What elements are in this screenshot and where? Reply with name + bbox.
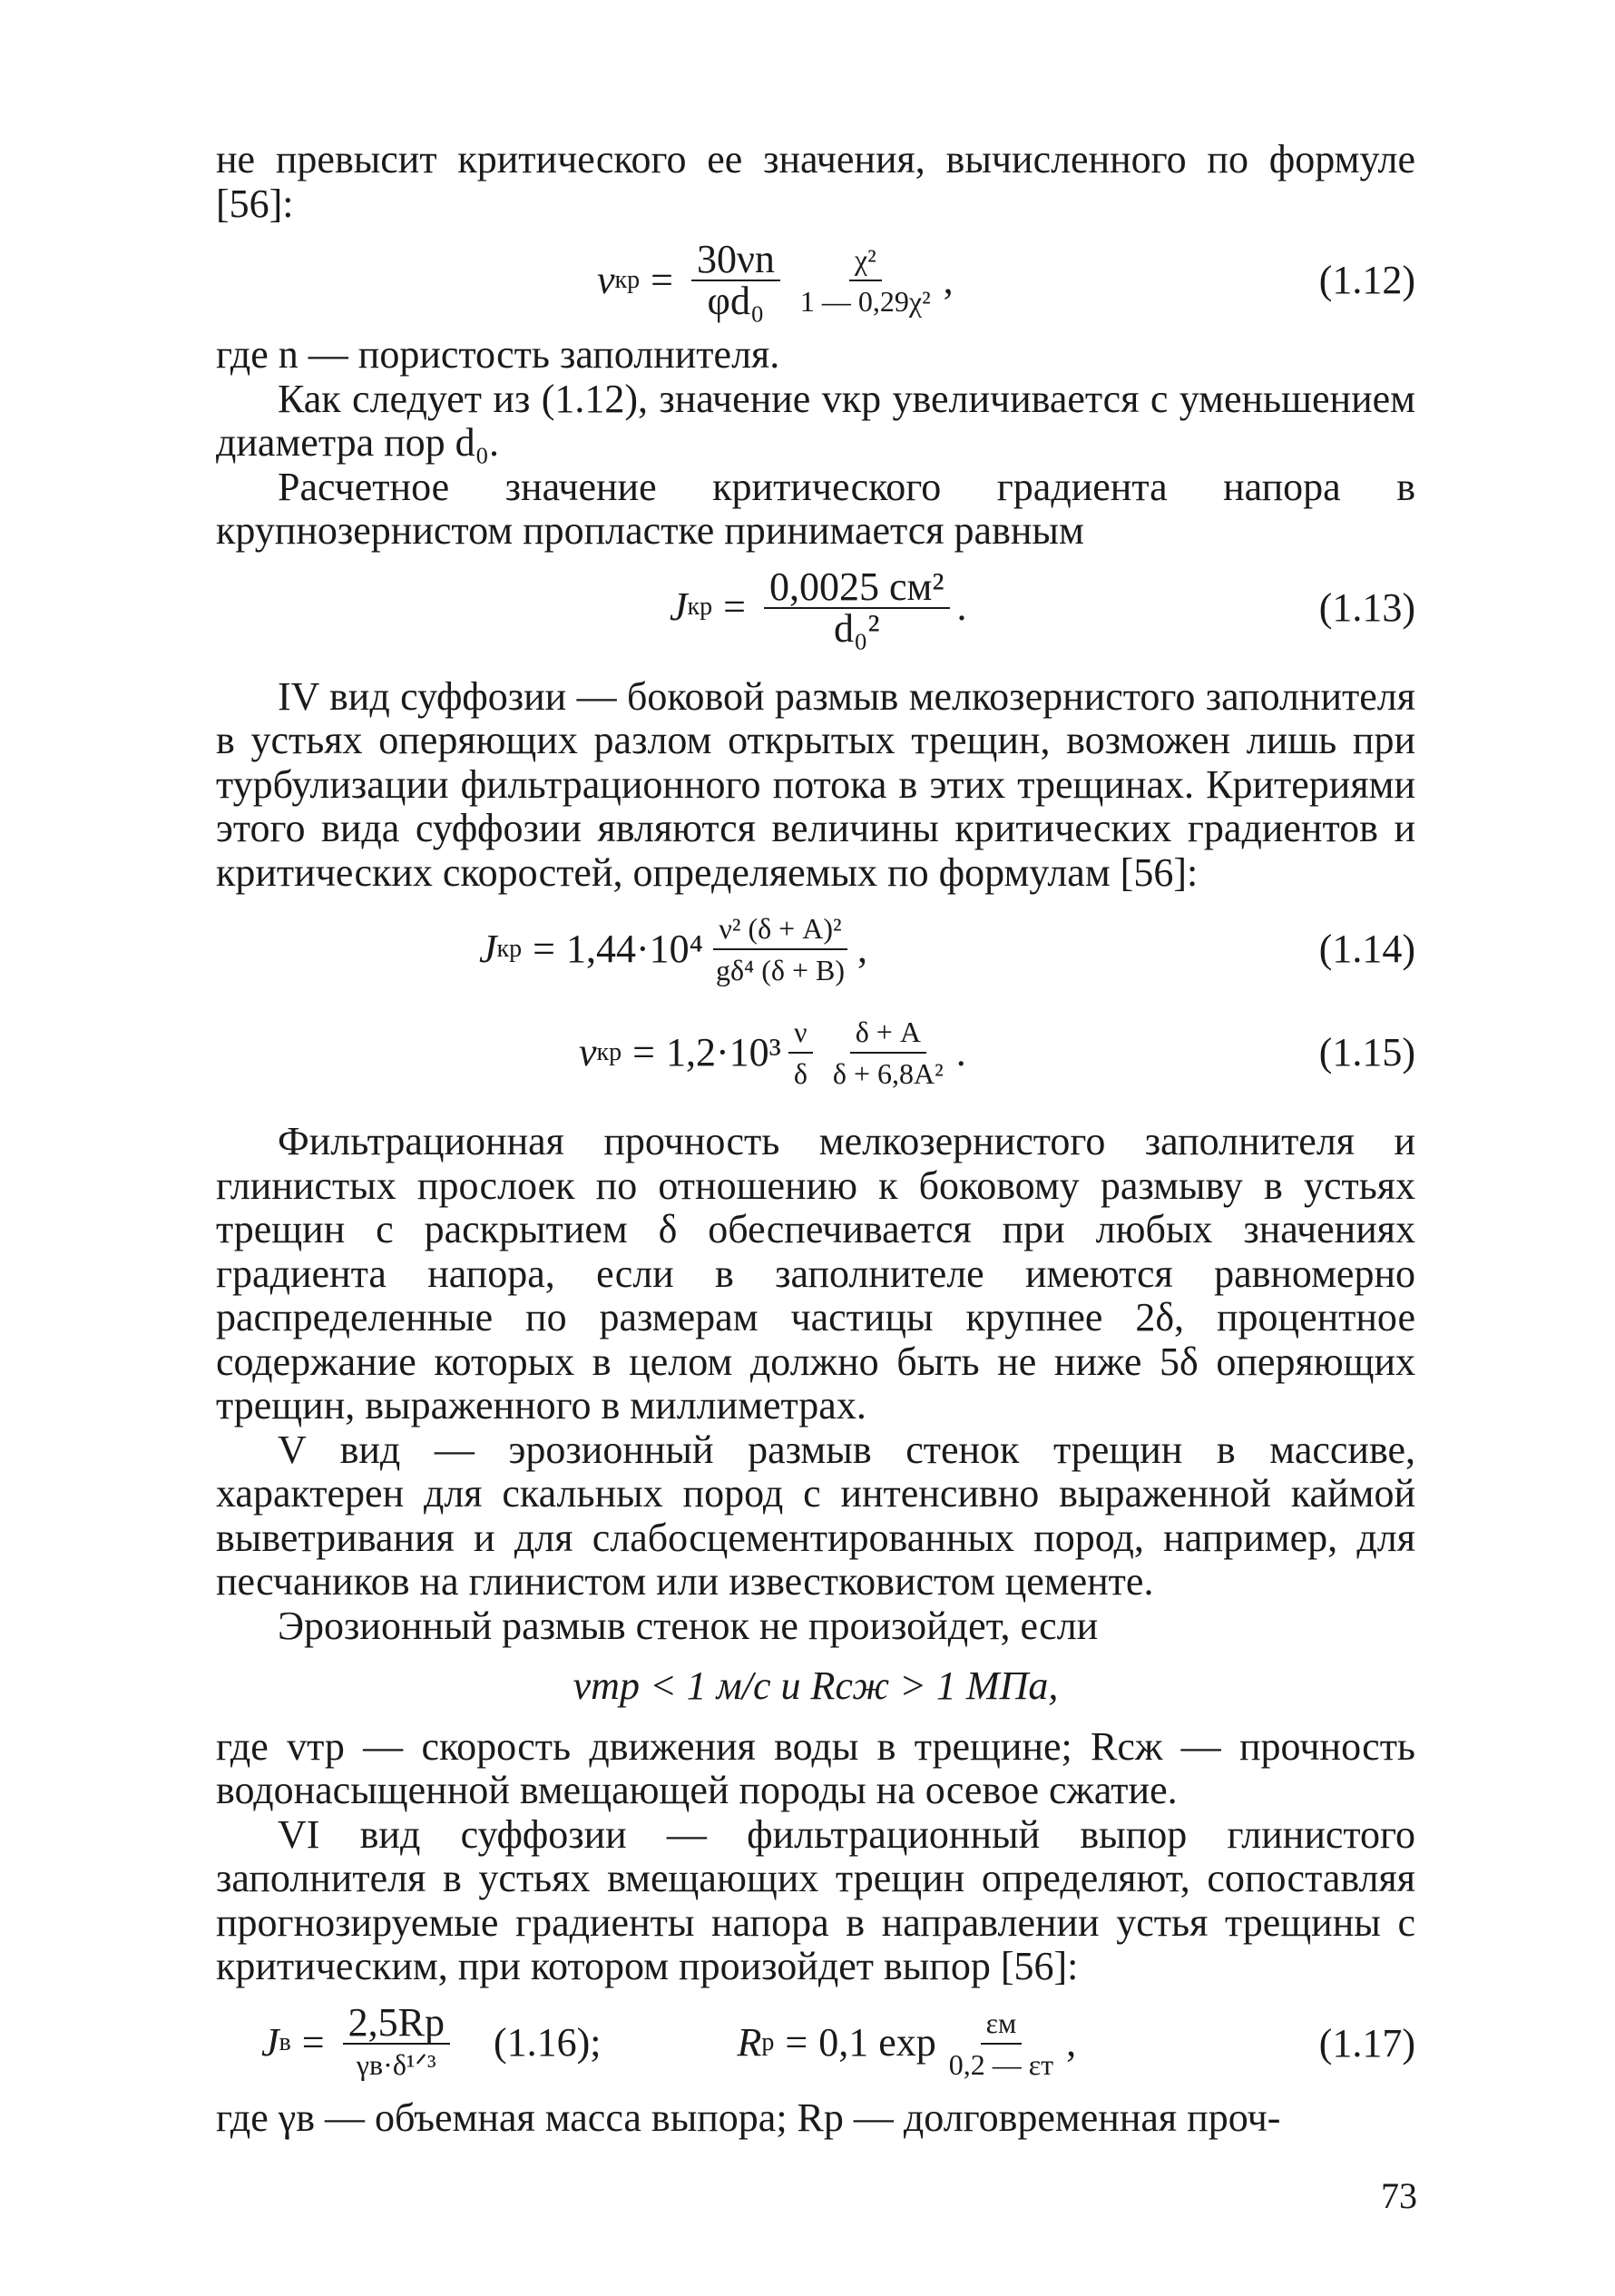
equation-1-14: J кр = 1,44·10⁴ $\frac{\text{ν² (δ + A)²}}{\text{gδ⁴ (δ + B)}}$ , (1.14) bbox=[216, 900, 1415, 998]
fraction: $\frac{2,5Rp}{\text{γв·δ¹ᐟ³}}$ bbox=[343, 2003, 450, 2085]
page-number: 73 bbox=[1381, 2175, 1417, 2216]
equation-number: (1.15) bbox=[1318, 1029, 1415, 1074]
equation-1-13: J кр = $\frac{\text{0,0025 см²}}{\text{d₀²}}$ . (1.13) bbox=[670, 564, 1415, 651]
fraction: $\frac{\varepsilon м}{0,2 — \varepsilon т}$ bbox=[944, 2003, 1059, 2085]
fraction: $\frac{\delta + A}{\text{δ + 6,8A²}}$ bbox=[827, 1012, 949, 1094]
equation-number: (1.13) bbox=[1318, 584, 1415, 630]
paragraph: Эрозионный размыв стенок не произойдет, если bbox=[278, 1603, 1099, 1648]
body-text bbox=[216, 138, 1415, 2140]
paragraph: где n — пористость заполнителя. bbox=[216, 332, 780, 377]
paragraph: где vтр — скорость движения воды в трещине; Rсж — прочность водонасыщенной вмещающей породы на осевое сжатие. bbox=[216, 1723, 1415, 1812]
fraction: $\frac{\text{ν² (δ + A)²}}{\text{gδ⁴ (δ + B)}}$ bbox=[710, 908, 850, 990]
paragraph: не превысит критического ее значения, вычисленного по формуле [56]: bbox=[216, 137, 1415, 226]
equation-1-16-1-17: J в = $\frac{2,5Rp}{\text{γв·δ¹ᐟ³}}$ (1.16); R p = 0,1 exp $\frac{\varepsilon м}{0,2 — \varepsilon т}$ , (1.17) bbox=[216, 1995, 1415, 2093]
fraction: $\frac{30\nu n}{\text{φd₀}}$ bbox=[691, 240, 780, 321]
paragraph: Расчетное значение критического градиента напора в крупнозернистом пропластке принимается равным bbox=[216, 464, 1415, 553]
paragraph: Как следует из (1.12), значение vкр увеличивается с уменьшением диаметра пор d₀. bbox=[216, 376, 1415, 465]
equation-number: (1.17) bbox=[1318, 2020, 1415, 2065]
equation-1-12: v кр = $\frac{30\nu n}{\text{φd₀}}$ $\frac{\text{χ²}}{\text{1 — 0,29χ²}}$ , (1.12) bbox=[597, 237, 1415, 323]
paragraph: где γв — объемная масса выпора; Rp — долговременная проч- bbox=[216, 2095, 1281, 2140]
equation-number: (1.14) bbox=[1318, 926, 1415, 971]
equation-number: (1.16); bbox=[493, 2020, 602, 2065]
fraction: $\frac{\text{0,0025 см²}}{\text{d₀²}}$ bbox=[764, 567, 950, 649]
paragraph: IV вид суффозии — боковой размыв мелкозернистого заполнителя в устьях оперяющих разлом открытых трещин, возможен лишь при турбулизации фильтрационного потока в этих трещинах. Критериями этого вида суффозии являются величины критических градиентов и критических скоростей, определяемых по формулам [56]: bbox=[216, 673, 1415, 895]
paragraph: Фильтрационная прочность мелкозернистого заполнителя и глинистых прослоек по отношению к боковому размыву в устьях трещин с раскрытием δ обеспечивается при любых значениях градиента напора, если в заполнителе имеются равномерно распределенные по размерам частицы крупнее 2δ, процентное содержание которых в целом должно быть не ниже 5δ оперяющих трещин, выраженного в миллиметрах. bbox=[216, 1119, 1415, 1428]
fraction: $\frac{\text{χ²}}{\text{1 — 0,29χ²}}$ bbox=[795, 240, 936, 321]
condition-line: vтр < 1 м/с и Rсж > 1 МПа, bbox=[573, 1663, 1059, 1708]
fraction: $\frac{\nu}{\delta}$ bbox=[788, 1012, 813, 1094]
paragraph: V вид — эрозионный размыв стенок трещин в массиве, характерен для скальных пород с интенсивно выраженной каймой выветривания и для слабосцементированных пород, например, для песчаников на глинистом или известковистом цементе. bbox=[216, 1427, 1415, 1604]
equation-1-15: v кр = 1,2·10³ $\frac{\nu}{\delta}$ $\frac{\delta + A}{\text{δ + 6,8A²}}$ . (1.15) bbox=[216, 1004, 1415, 1102]
equation-number: (1.12) bbox=[1318, 257, 1415, 302]
paragraph: VI вид суффозии — фильтрационный выпор глинистого заполнителя в устьях вмещающих трещин определяют, сопоставляя прогнозируемые градиенты напора в направлении устья трещины с критическим, при котором произойдет выпор [56]: bbox=[216, 1811, 1415, 1988]
